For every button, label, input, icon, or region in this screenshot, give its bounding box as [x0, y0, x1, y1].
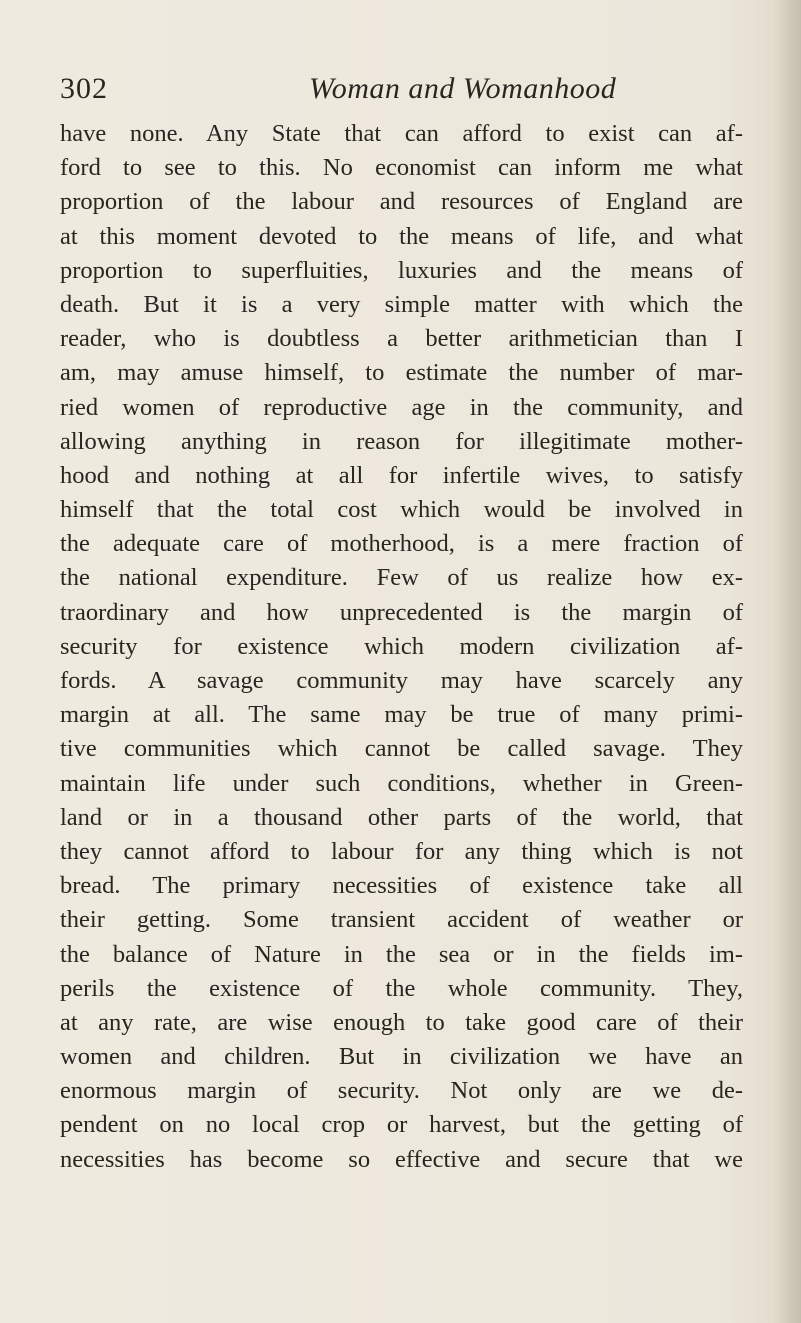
text-line: proportion of the labour and resources of England are — [60, 188, 743, 216]
text-line: at any rate, are wise enough to take good care of their — [60, 1008, 743, 1036]
text-line: fords. A savage community may have scarcely any — [60, 667, 743, 694]
text-line: necessities has become so effective and secure that we — [60, 1145, 743, 1173]
text-line: the adequate care of motherhood, is a mere fraction of — [60, 530, 743, 558]
page-number: 302 — [60, 72, 108, 105]
page-header — [60, 72, 740, 112]
text-line: the national expenditure. Few of us realize how ex- — [60, 564, 743, 592]
text-line: hood and nothing at all for infertile wives, to satisfy — [60, 461, 743, 489]
text-line: they cannot afford to labour for any thing which is not — [60, 837, 743, 865]
text-line: proportion to superfluities, luxuries and the means of — [60, 256, 743, 284]
text-line: land or in a thousand other parts of the world, that — [60, 803, 743, 831]
text-line: margin at all. The same may be true of many primi- — [60, 701, 743, 729]
text-line: enormous margin of security. Not only are we de- — [60, 1077, 743, 1105]
text-line: himself that the total cost which would be involved in — [60, 496, 743, 524]
text-line: tive communities which cannot be called savage. They — [60, 735, 743, 763]
text-line: at this moment devoted to the means of life, and what — [60, 222, 743, 250]
text-line: reader, who is doubtless a better arithmetician than I — [60, 325, 743, 353]
text-line: women and children. But in civilization we have an — [60, 1043, 743, 1071]
body-text — [60, 117, 743, 1177]
text-line: am, may amuse himself, to estimate the number of mar- — [60, 359, 743, 387]
text-line: the balance of Nature in the sea or in the fields im- — [60, 940, 743, 968]
text-line: pendent on no local crop or harvest, but the getting of — [60, 1111, 743, 1139]
text-line: allowing anything in reason for illegitimate mother- — [60, 427, 743, 455]
page-edge-shadow — [771, 0, 801, 1323]
text-line: maintain life under such conditions, whether in Green- — [60, 769, 743, 797]
text-line: security for existence which modern civilization af- — [60, 632, 743, 660]
text-line: their getting. Some transient accident of weather or — [60, 906, 743, 934]
running-head: Woman and Womanhood — [309, 72, 617, 105]
text-line: ried women of reproductive age in the community, and — [60, 393, 743, 421]
text-line: bread. The primary necessities of existence take all — [60, 872, 743, 900]
text-line: traordinary and how unprecedented is the margin of — [60, 598, 743, 626]
text-line: death. But it is a very simple matter with which the — [60, 290, 743, 318]
text-line: perils the existence of the whole community. They, — [60, 974, 743, 1002]
text-line: ford to see to this. No economist can inform me what — [60, 154, 743, 182]
text-line: have none. Any State that can afford to exist can af- — [60, 120, 743, 147]
